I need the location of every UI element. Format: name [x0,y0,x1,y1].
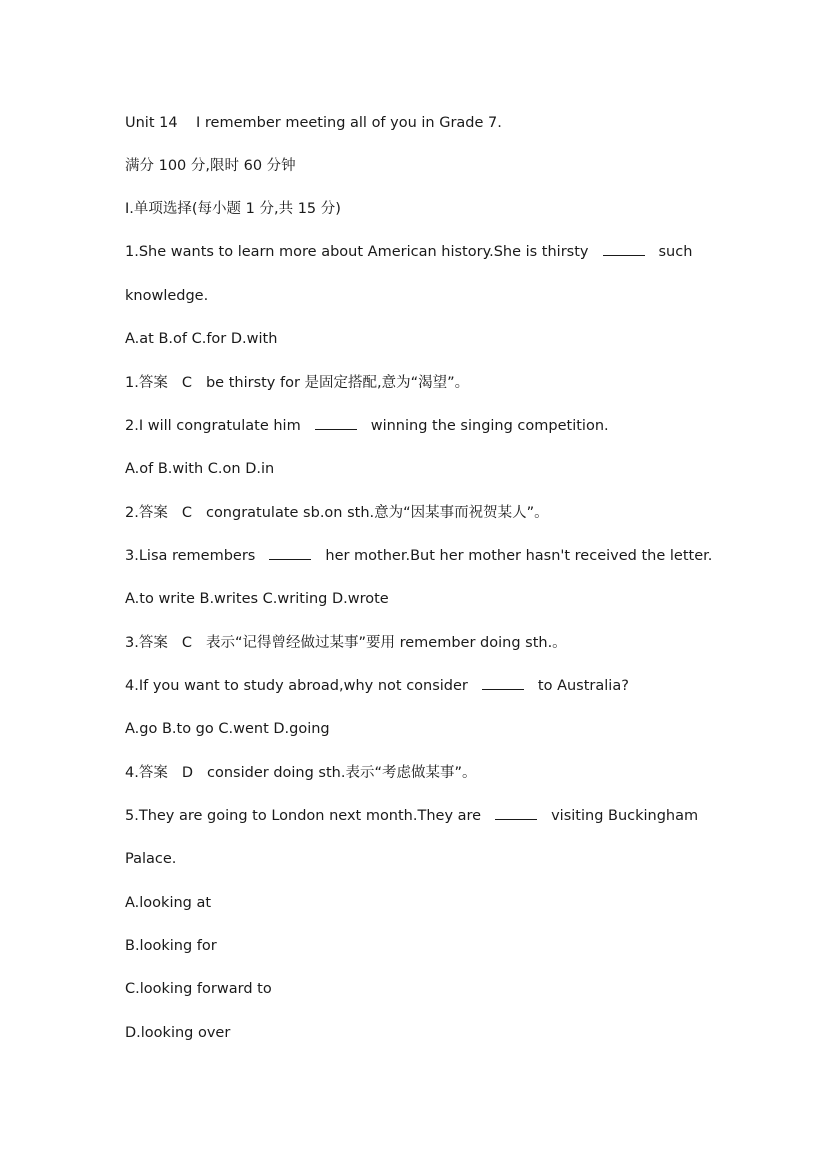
question-3-stem [125,544,767,568]
question-5-option-a: A.looking at [125,895,212,911]
answer-label: 1.答案 [125,375,168,391]
question-1-answer [125,371,767,395]
answer-label: 4.答案 [125,765,168,781]
question-2-stem-after: winning the singing competition. [370,418,609,434]
question-4-stem [125,674,767,698]
question-1-stem-continued: knowledge. [125,288,209,304]
question-4-answer [125,761,767,785]
question-5-stem [125,804,767,828]
question-3-answer [125,631,767,655]
question-1-options: A.at B.of C.for D.with [125,331,278,347]
answer-blank [315,415,357,430]
question-5-stem-continued: Palace. [125,851,177,867]
answer-label: 3.答案 [125,635,168,651]
answer-blank [269,545,311,560]
question-5-option-d: D.looking over [125,1025,231,1041]
question-2-answer [125,501,767,525]
question-2-stem [125,414,767,438]
question-3-options: A.to write B.writes C.writing D.wrote [125,591,389,607]
answer-blank [495,805,537,820]
answer-blank [482,675,524,690]
answer-explanation: consider doing sth.表示“考虑做某事”。 [207,765,477,781]
question-1-stem-after: such [658,244,693,260]
question-3-stem-before: 3.Lisa remembers [125,548,256,564]
question-5-option-c: C.looking forward to [125,981,272,997]
question-5-stem-after: visiting Buckingham [551,808,699,824]
section-heading: Ⅰ.单项选择(每小题 1 分,共 15 分) [125,201,341,217]
question-4-stem-before: 4.If you want to study abroad,why not consider [125,678,468,694]
question-4-stem-after: to Australia? [537,678,629,694]
answer-key: C [181,505,192,521]
exam-meta: 满分 100 分,限时 60 分钟 [125,158,296,174]
answer-key: D [181,765,194,781]
question-5-option-b: B.looking for [125,938,217,954]
answer-explanation: 表示“记得曾经做过某事”要用 remember doing sth.。 [205,635,567,651]
question-2-stem-before: 2.I will congratulate him [125,418,301,434]
answer-key: C [181,635,192,651]
answer-explanation: congratulate sb.on sth.意为“因某事而祝贺某人”。 [205,505,549,521]
question-3-stem-after: her mother.But her mother hasn't received the letter. [325,548,713,564]
question-4-options: A.go B.to go C.went D.going [125,721,330,737]
answer-blank [603,241,645,256]
question-1-stem [125,240,767,264]
answer-label: 2.答案 [125,505,168,521]
answer-key: C [181,375,192,391]
question-2-options: A.of B.with C.on D.in [125,461,275,477]
document-title: Unit 14 I remember meeting all of you in Grade 7. [125,115,502,131]
question-1-stem-before: 1.She wants to learn more about American history.She is thirsty [125,244,589,260]
answer-explanation: be thirsty for 是固定搭配,意为“渴望”。 [205,375,470,391]
question-5-stem-before: 5.They are going to London next month.They are [125,808,482,824]
